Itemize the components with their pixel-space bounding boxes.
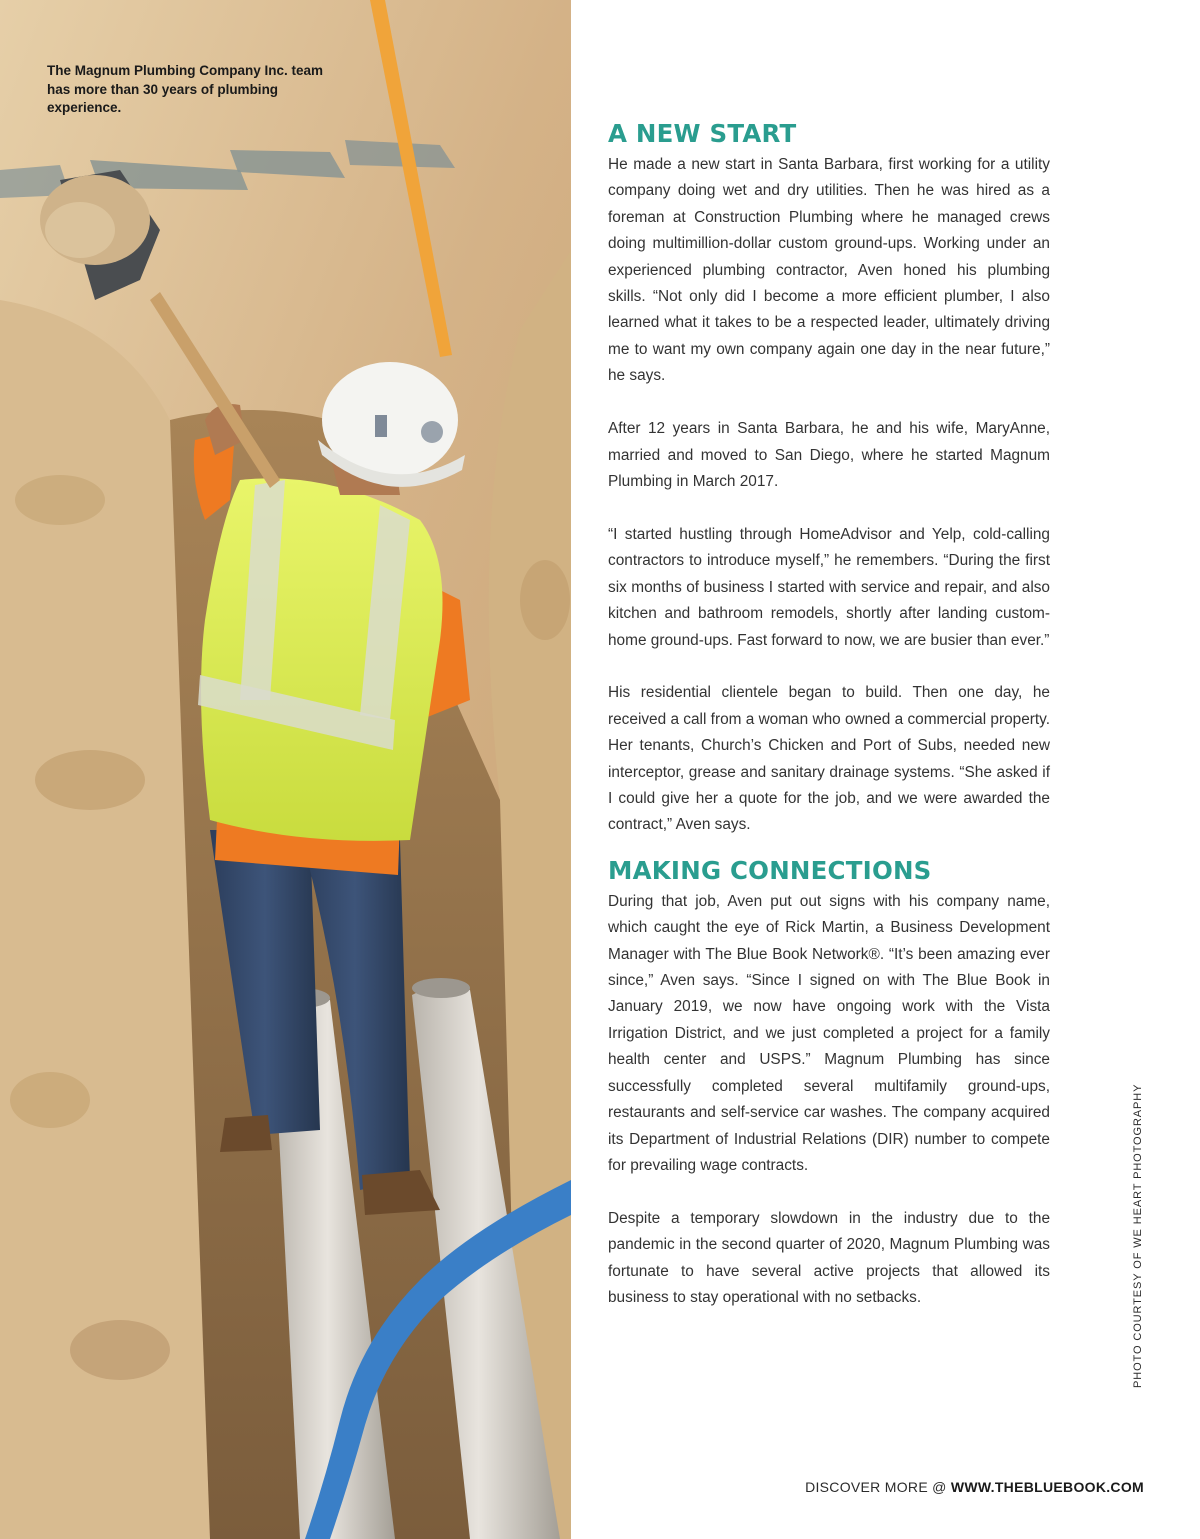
trench-photo (0, 0, 571, 1539)
footer-url-link[interactable]: WWW.THEBLUEBOOK.COM (950, 1479, 1144, 1495)
trench-illustration (0, 0, 571, 1539)
section-heading-new-start: A NEW START (608, 119, 797, 148)
footer (805, 1479, 1144, 1495)
section-heading-making-connections: MAKING CONNECTIONS (608, 855, 932, 885)
footer-prefix: DISCOVER MORE @ (805, 1479, 951, 1495)
paragraph: He made a new start in Santa Barbara, first working for a utility company doing wet and dry utilities. Then he was hired as a foreman at Construction Plumbing where he managed crews doing multimillion-dollar custom ground-ups. Working under an experienced plumbing contractor, Aven honed his plumbing skills. “Not only did I become a more efficient plumber, I also learned what it takes to be a respected leader, ultimately driving me to want my own company again one day in the near future,” he says. (608, 156, 1050, 385)
paragraph: “I started hustling through HomeAdvisor and Yelp, cold-calling contractors to introduce myself,” he remembers. “During the first six months of business I started with service and repair, and also kitchen and bathroom remodels, shortly after landing custom-home ground-ups. Fast forward to now, we are busier than ever.” (608, 525, 1050, 649)
paragraph: Despite a temporary slowdown in the industry due to the pandemic in the second quarter of 2020, Magnum Plumbing was fortunate to have several active projects that allowed its business to stay operational with no setbacks. (608, 1209, 1050, 1307)
photo-credit: PHOTO COURTESY OF WE HEART PHOTOGRAPHY (1132, 1083, 1144, 1388)
paragraph: After 12 years in Santa Barbara, he and his wife, MaryAnne, married and moved to San Diego, where he started Magnum Plumbing in March 2017. (608, 420, 1050, 490)
paragraph: His residential clientele began to build. Then one day, he received a call from a woman who owned a commercial property. Her tenants, Church’s Chicken and Port of Subs, needed new interceptor, grease and sanitary drainage systems. “She asked if I could give her a quote for the job, and we were awarded the contract,” Aven says. (608, 684, 1050, 834)
article-body (608, 116, 1050, 1311)
paragraph: During that job, Aven put out signs with his company name, which caught the eye of Rick Martin, a Business Development Manager with The Blue Book Network®. “It’s been amazing ever since,” Aven says. “Since I signed on with The Blue Book in January 2019, we now have ongoing work with the Vista Irrigation District, and we just completed a project for a family health center and USPS.” Magnum Plumbing has since successfully completed several multifamily ground-ups, restaurants and self-service car washes. The company acquired its Department of Industrial Relations (DIR) number to compete for prevailing wage contracts. (608, 892, 1050, 1174)
photo-caption: The Magnum Plumbing Company Inc. team has more than 30 years of plumbing experience. (47, 63, 324, 115)
